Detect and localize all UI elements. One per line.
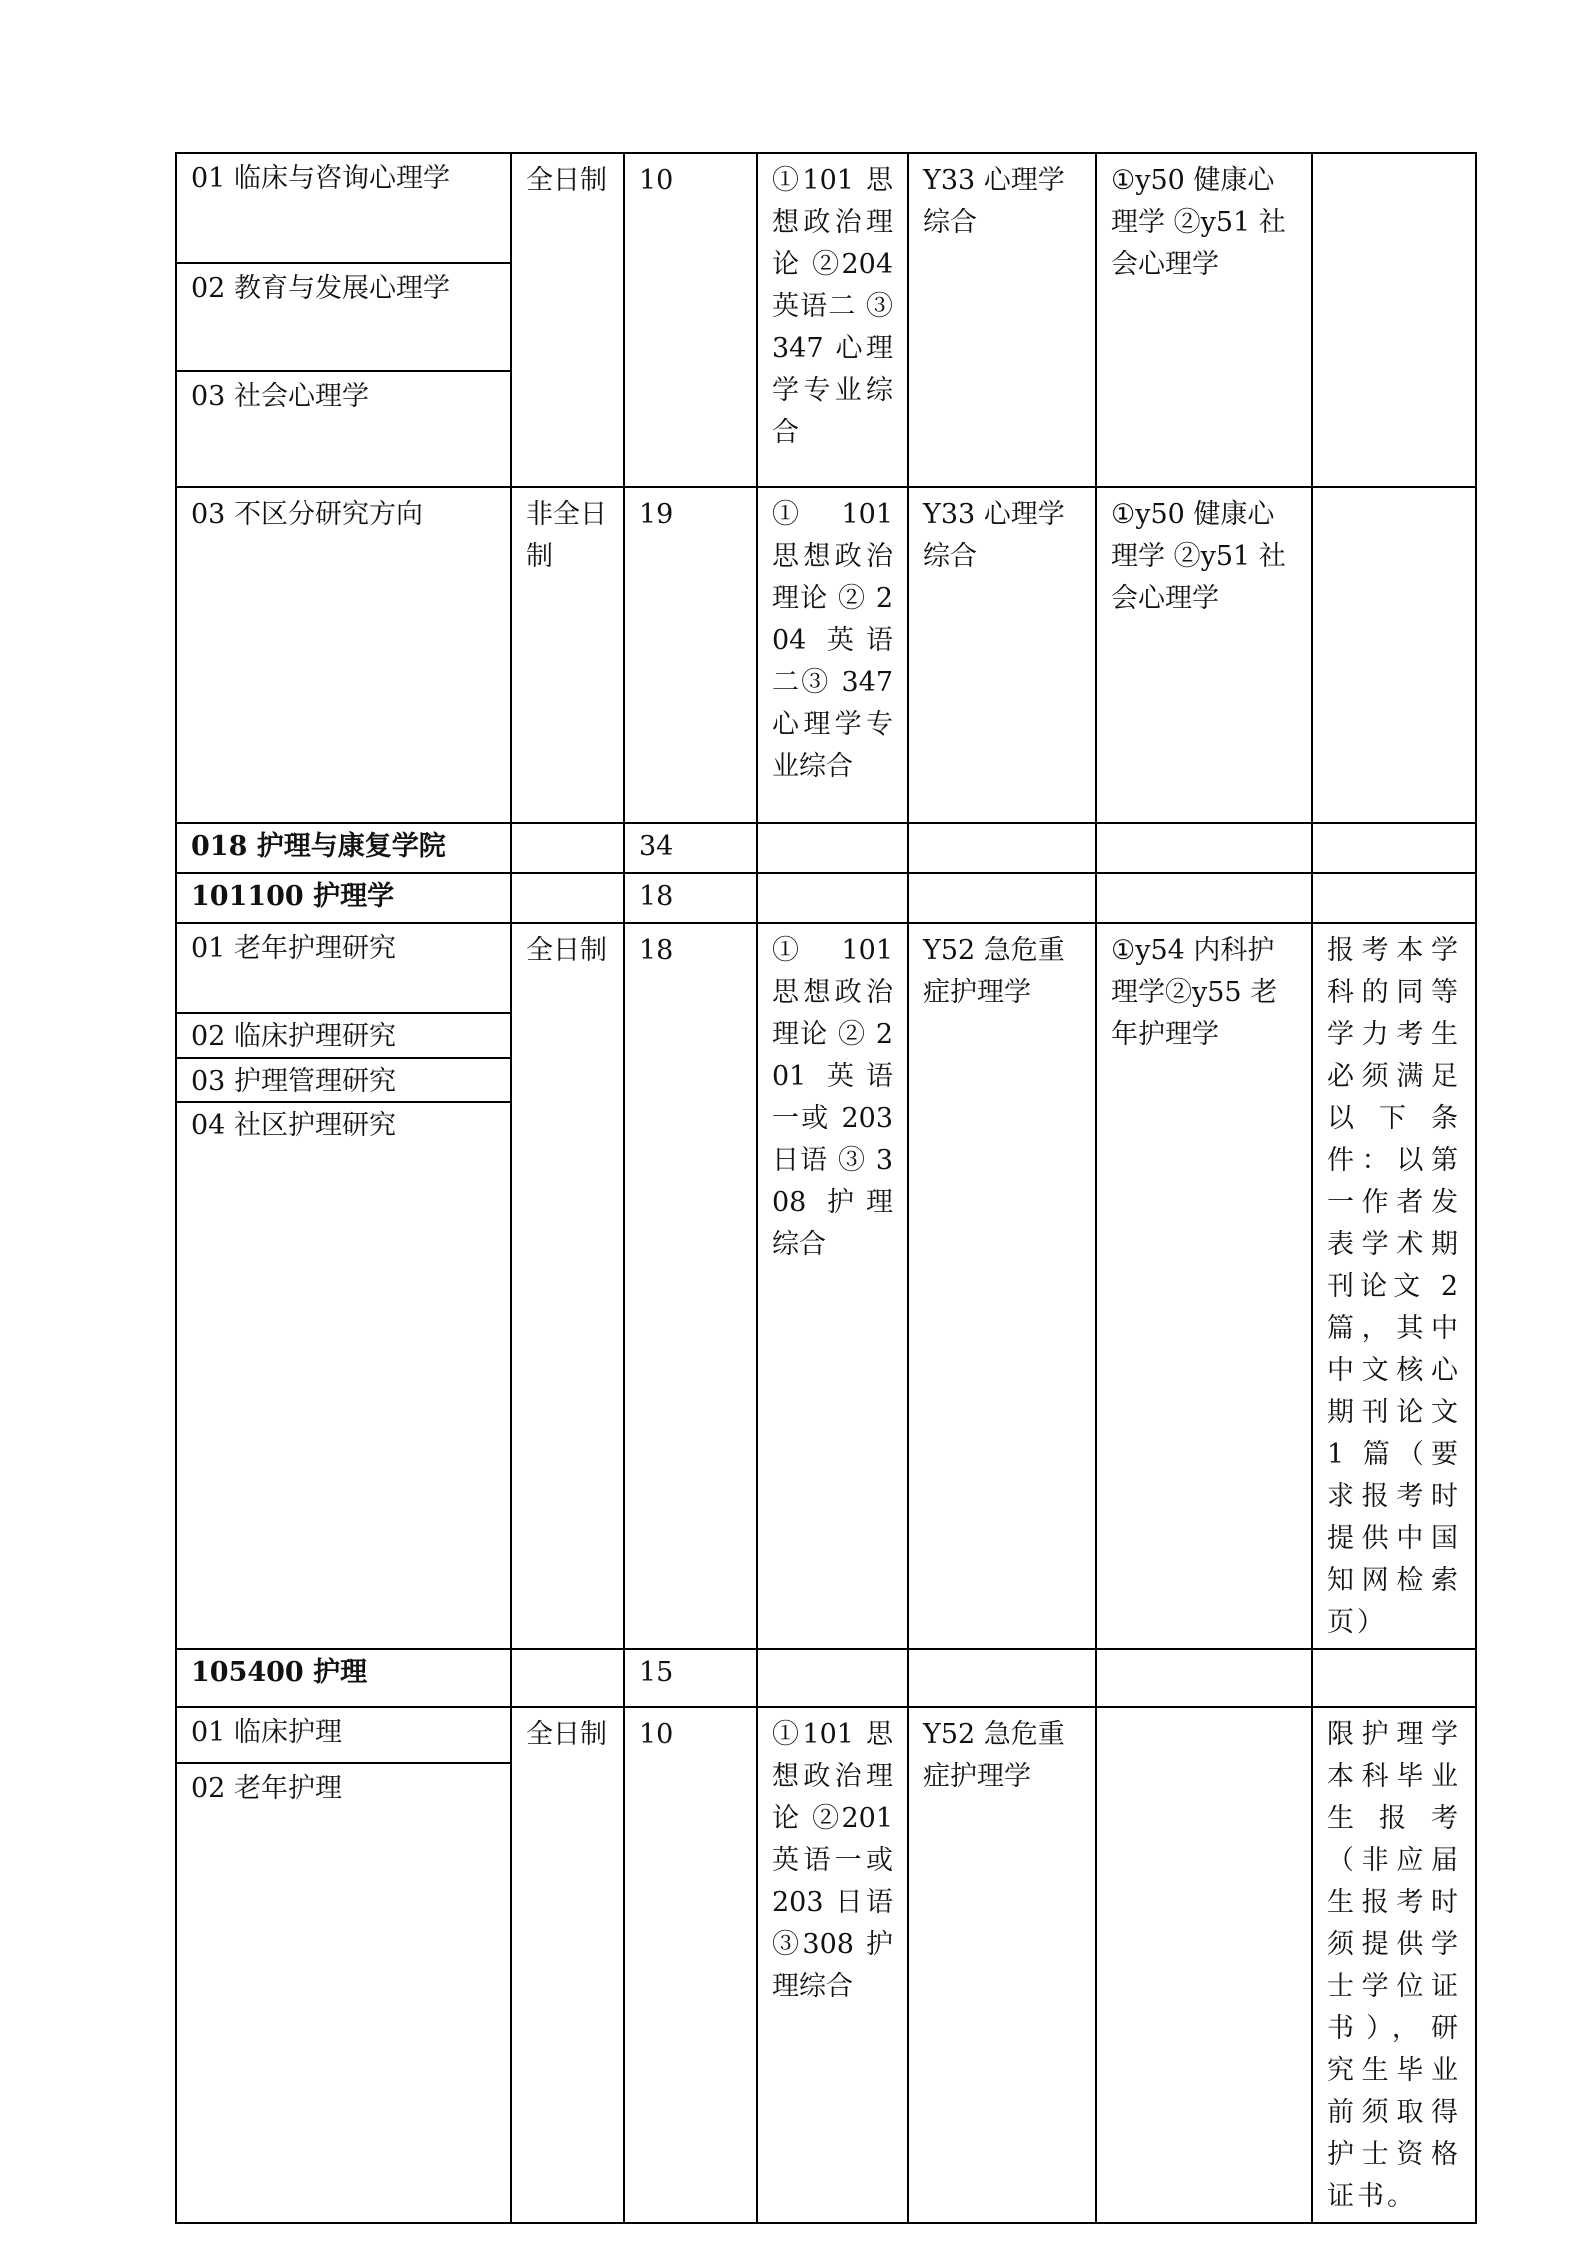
direction-item: 02 老年护理 [177,1762,510,2222]
school-title: 018 护理与康复学院 [176,823,511,873]
empty-cell [908,873,1096,923]
direction-item: 01 临床与咨询心理学 [191,163,450,194]
quota: 34 [624,823,757,873]
quota: 18 [624,923,757,1649]
empty-cell [1096,823,1312,873]
table-row [176,823,1476,873]
major-title: 105400 护理 [176,1649,511,1707]
remarks [1312,487,1476,823]
direction-item: 01 老年护理研究 [191,933,396,964]
direction-item: 02 教育与发展心理学 [177,262,510,370]
retest-subject: Y33 心理学综合 [908,153,1096,487]
quota: 10 [624,153,757,487]
admission-table [175,152,1477,2224]
study-mode: 全日制 [511,923,624,1649]
remarks: 报考本学科的同等学力考生必须满足以下条件：以第一作者发表学术期刊论文 2 篇，其中中文核心期刊论文 1 篇（要求报考时提供中国知网检索页） [1312,923,1476,1649]
table-row [176,873,1476,923]
study-mode: 全日制 [511,153,624,487]
exam-subjects: ①101 思想政治理论 ②204英语二 ③347 心理学专业综合 [757,153,908,487]
exam-subjects: ①101 思想政治理论 ②201 英语一或 203 日语 ③308 护理综合 [757,1707,908,2223]
empty-cell [757,1649,908,1707]
direction-cell [176,923,511,1649]
table-row [176,153,1476,487]
study-mode: 非全日制 [511,487,624,823]
remarks: 限护理学本科毕业生报考（非应届生报考时须提供学士学位证书），研究生毕业前须取得护士资格证书。 [1312,1707,1476,2223]
empty-cell [908,823,1096,873]
addtest-subjects: ①y50 健康心理学 ②y51 社会心理学 [1096,487,1312,823]
empty-cell [908,1649,1096,1707]
empty-cell [1312,873,1476,923]
study-mode: 全日制 [511,1707,624,2223]
empty-cell [757,823,908,873]
direction-item: 03 社会心理学 [177,370,510,486]
direction-item: 02 临床护理研究 [177,1012,510,1057]
addtest-subjects: ①y54 内科护理学②y55 老年护理学 [1096,923,1312,1649]
quota: 10 [624,1707,757,2223]
empty-cell [511,823,624,873]
empty-cell [1312,823,1476,873]
quota: 15 [624,1649,757,1707]
remarks [1312,153,1476,487]
addtest-subjects: ①y50 健康心理学 ②y51 社会心理学 [1096,153,1312,487]
direction-item: 01 临床护理 [191,1717,342,1748]
table-row [176,487,1476,823]
empty-cell [511,873,624,923]
table-row [176,1707,1476,2223]
direction-cell [176,1707,511,2223]
direction-cell: 03 不区分研究方向 [176,487,511,823]
retest-subject: Y52 急危重症护理学 [908,1707,1096,2223]
table-row [176,923,1476,1649]
empty-cell [1096,1649,1312,1707]
quota: 19 [624,487,757,823]
direction-cell [176,153,511,487]
empty-cell [757,873,908,923]
exam-subjects: ① 101 思想政治理论 ② 201 英语一或 203 日语 ③ 308 护理综合 [757,923,908,1649]
quota: 18 [624,873,757,923]
major-title: 101100 护理学 [176,873,511,923]
empty-cell [1096,873,1312,923]
addtest-subjects [1096,1707,1312,2223]
exam-subjects: ① 101 思想政治理论 ② 204 英语二③ 347 心理学专业综合 [757,487,908,823]
empty-cell [511,1649,624,1707]
direction-item: 03 护理管理研究 [177,1057,510,1101]
retest-subject: Y33 心理学综合 [908,487,1096,823]
direction-item: 04 社区护理研究 [177,1101,510,1648]
retest-subject: Y52 急危重症护理学 [908,923,1096,1649]
empty-cell [1312,1649,1476,1707]
table-row [176,1649,1476,1707]
